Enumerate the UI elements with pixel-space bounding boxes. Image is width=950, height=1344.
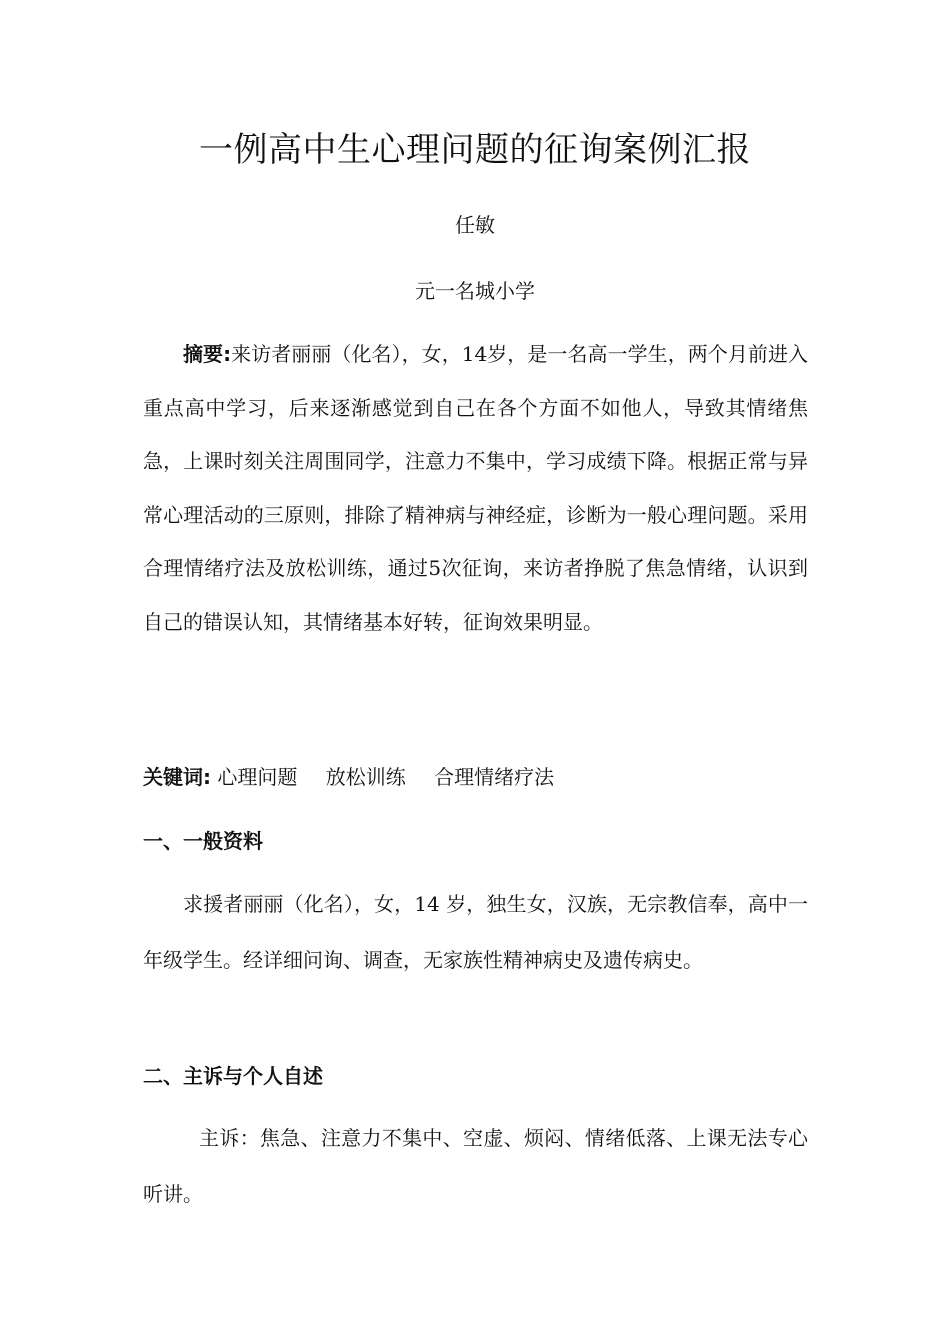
- abstract-label: 摘要:: [183, 342, 232, 366]
- keywords-line: [143, 762, 576, 792]
- keyword-item: 合理情绪疗法: [434, 765, 555, 789]
- abstract-paragraph: [143, 328, 808, 649]
- keyword-item: 放松训练: [325, 765, 406, 789]
- section-paragraph-complaint: 主诉：焦急、注意力不集中、空虚、烦闷、情绪低落、上课无法专心听讲。: [143, 1126, 808, 1206]
- section-heading-general-info: 一、一般资料: [143, 829, 263, 853]
- document-title: 一例高中生心理问题的征询案例汇报: [199, 130, 751, 170]
- section-paragraph-general-info: 求援者丽丽（化名），女，14 岁，独生女，汉族，无宗教信奉，高中一年级学生。经详细问询、调查，无家族性精神病史及遗传病史。: [143, 892, 808, 972]
- keywords-label: 关键词:: [143, 765, 211, 789]
- author-name: 任敏: [455, 213, 495, 237]
- keyword-item: 心理问题: [217, 765, 298, 789]
- school-name: 元一名城小学: [415, 279, 535, 303]
- abstract-text: 来访者丽丽（化名），女，14岁，是一名高一学生，两个月前进入重点高中学习，后来逐渐感觉到自己在各个方面不如他人，导致其情绪焦急，上课时刻关注周围同学，注意力不集中，学习成绩下降。根据正常与异常心理活动的三原则，排除了精神病与神经症，诊断为一般心理问题。采用合理情绪疗法及放松训练，通过5次征询，来访者挣脱了焦急情绪，认识到自己的错误认知，其情绪基本好转，征询效果明显。: [143, 342, 809, 634]
- section-heading-complaint: 二、主诉与个人自述: [143, 1064, 323, 1088]
